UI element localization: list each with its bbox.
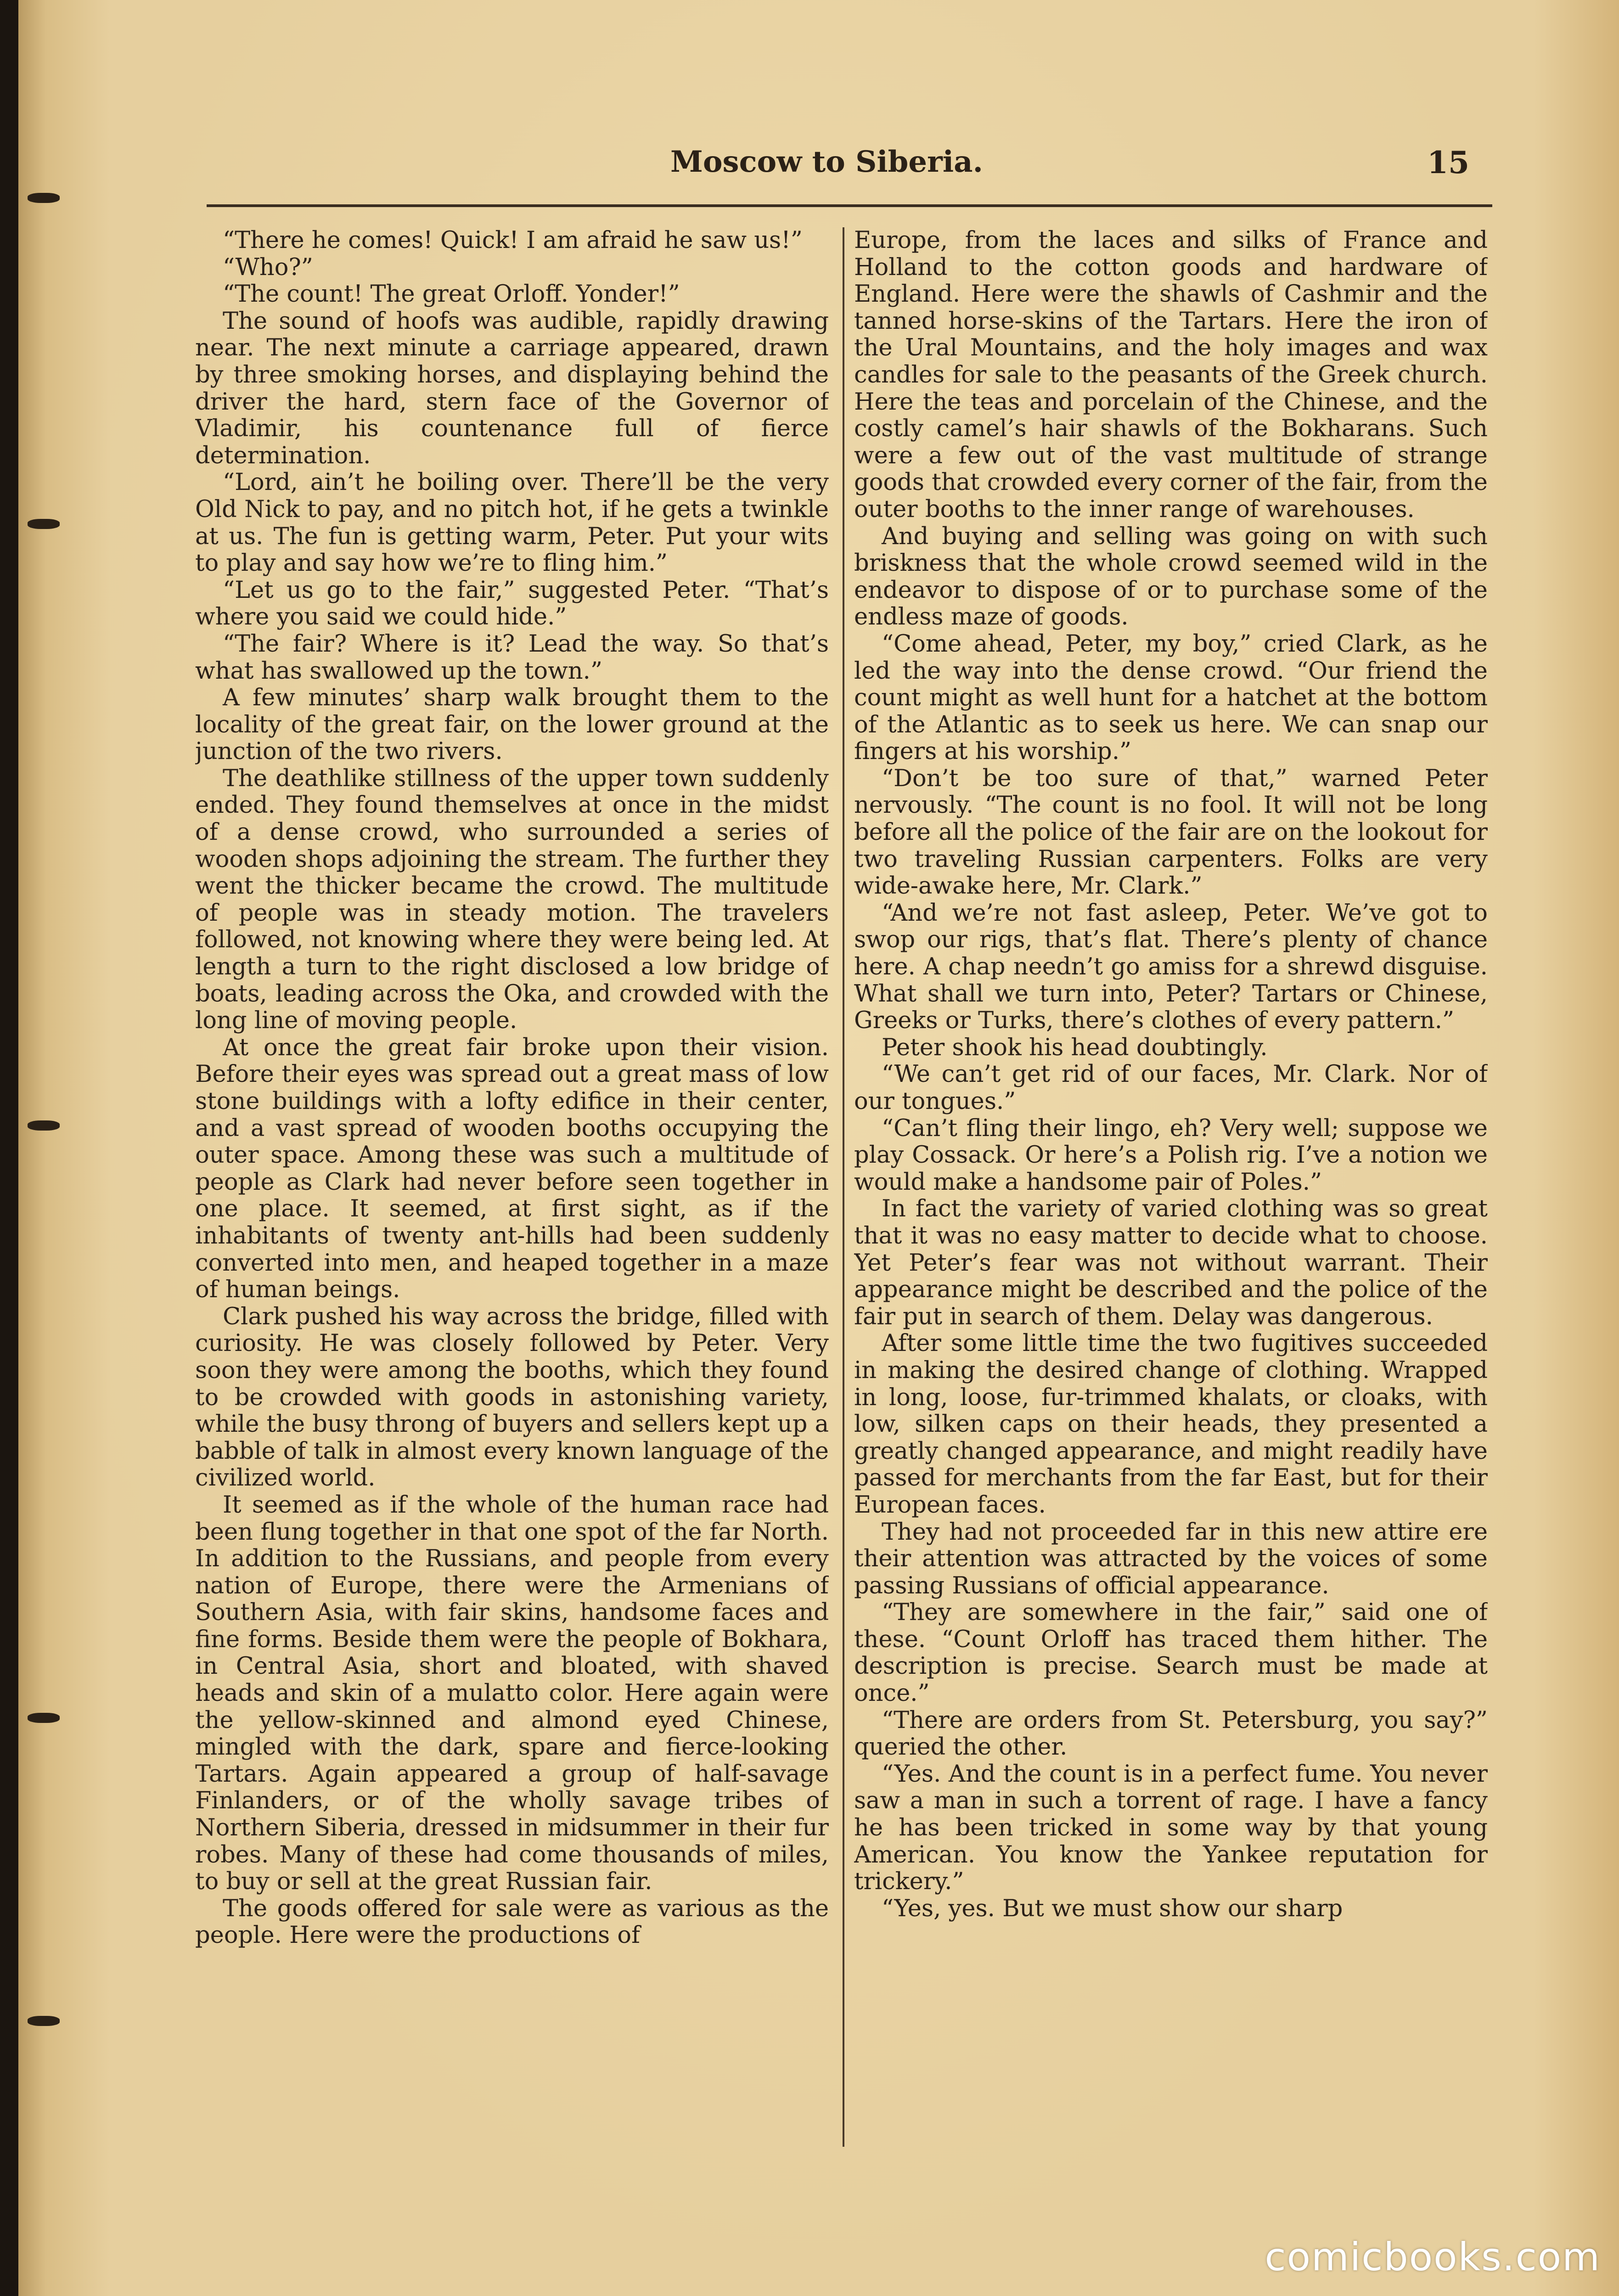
paragraph: “Don’t be too sure of that,” warned Peter nervously. “The count is no fool. It will not be long before all the police of the fair are on the lookout for two traveling Russian carpenters. Folks are very wide-awake here, Mr. Clark.”: [854, 765, 1488, 900]
paragraph: “We can’t get rid of our faces, Mr. Clark. Nor of our tongues.”: [854, 1061, 1488, 1115]
header-rule: [207, 204, 1492, 207]
paragraph: “Who?”: [223, 253, 313, 281]
paragraph: Peter shook his head doubtingly.: [882, 1034, 1268, 1061]
paragraph: The sound of hoofs was audible, rapidly drawing near. The next minute a carriage appeared, drawn by three smoking horses, and displaying behind the driver the hard, stern face of the Governor of Vladimir, his countenance full of fierce determination.: [195, 307, 829, 469]
page-number: 15: [1427, 145, 1469, 180]
binding-hole: [28, 2016, 60, 2026]
paragraph: “Come ahead, Peter, my boy,” cried Clark, as he led the way into the dense crowd. “Our friend the count might as well hunt for a hatchet at the bottom of the Atlantic as to seek us here. We can snap our fingers at his worship.”: [854, 630, 1488, 765]
left-column: [195, 227, 829, 2174]
paragraph: And buying and selling was going on with such briskness that the whole crowd seemed wild in the endeavor to dispose of or to purchase some of the endless maze of goods.: [854, 523, 1488, 631]
page-header: [184, 145, 1469, 195]
paragraph: “Yes. And the count is in a perfect fume. You never saw a man in such a torrent of rage. I have a fancy he has been tricked in some way by that young American. You know the Yankee reputation for trickery.”: [854, 1760, 1488, 1896]
paragraph: “And we’re not fast asleep, Peter. We’ve got to swop our rigs, that’s flat. There’s plenty of chance here. A chap needn’t go amiss for a shrewd disguise. What shall we turn into, Peter? Tartars or Chinese, Greeks or Turks, there’s clothes of every pattern.”: [854, 899, 1488, 1035]
column-divider: [843, 227, 844, 2147]
paragraph: “Lord, ain’t he boiling over. There’ll be the very Old Nick to pay, and no pitch hot, if he gets a twinkle at us. The fun is getting warm, Peter. Put your wits to play and say how we’re to fling him.”: [195, 469, 829, 577]
binding-hole: [28, 193, 60, 203]
paragraph: “There he comes! Quick! I am afraid he saw us!”: [223, 227, 803, 254]
paragraph: “Can’t fling their lingo, eh? Very well; suppose we play Cossack. Or here’s a Polish rig. I’ve a notion we would make a handsome pair of Poles.”: [854, 1114, 1488, 1196]
right-column: [854, 227, 1488, 2174]
paragraph: They had not proceeded far in this new attire ere their attention was attracted by the voices of some passing Russians of official appearance.: [854, 1518, 1488, 1599]
binding-hole: [28, 519, 60, 529]
paragraph: In fact the variety of varied clothing was so great that it was no easy matter to decide what to choose. Yet Peter’s fear was not without warrant. Their appearance might be described and the police of the fair put in search of them. Delay was dangerous.: [854, 1195, 1488, 1330]
paragraph: The goods offered for sale were as various as the people. Here were the productions of: [195, 1895, 829, 1949]
binding-hole: [28, 1120, 60, 1131]
paragraph: After some little time the two fugitives succeeded in making the desired change of clothing. Wrapped in long, loose, fur-trimmed khalats, or cloaks, with low, silken caps on their heads, they presented a greatly changed appearance, and might readily have passed for merchants from the far East, but for their European faces.: [854, 1330, 1488, 1519]
watermark: comicbooks.com: [1265, 2234, 1601, 2279]
paragraph: A few minutes’ sharp walk brought them to the locality of the great fair, on the lower ground at the junction of the two rivers.: [195, 684, 829, 765]
paragraph: Europe, from the laces and silks of France and Holland to the cotton goods and hardware of England. Here were the shawls of Cashmir and the tanned horse-skins of the Tartars. Here the iron of the Ural Mountains, and the holy images and wax candles for sale to the peasants of the Greek church. Here the teas and porcelain of the Chinese, and the costly camel’s hair shawls of the Bokharans. Such were a few out of the vast multitude of strange goods that crowded every corner of the fair, from the outer booths to the inner range of warehouses.: [854, 227, 1488, 523]
binding-hole: [28, 1713, 60, 1723]
paragraph: The deathlike stillness of the upper town suddenly ended. They found themselves at once in the midst of a dense crowd, who surrounded a series of wooden shops adjoining the stream. The further they went the thicker became the crowd. The multitude of people was in steady motion. The travelers followed, not knowing where they were being led. At length a turn to the right disclosed a low bridge of boats, leading across the Oka, and crowded with the long line of moving people.: [195, 765, 829, 1035]
paragraph: “Let us go to the fair,” suggested Peter. “That’s where you said we could hide.”: [195, 576, 829, 631]
paragraph: “Yes, yes. But we must show our sharp: [882, 1895, 1343, 1922]
paragraph: “There are orders from St. Petersburg, you say?” queried the other.: [854, 1706, 1488, 1761]
paragraph: Clark pushed his way across the bridge, filled with curiosity. He was closely followed by Peter. Very soon they were among the booths, which they found to be crowded with goods in astonishing variety, while the busy throng of buyers and sellers kept up a babble of talk in almost every known language of the civilized world.: [195, 1303, 829, 1492]
paragraph: “The count! The great Orloff. Yonder!”: [223, 281, 680, 308]
paragraph: At once the great fair broke upon their vision. Before their eyes was spread out a great mass of low stone buildings with a lofty edifice in their center, and a vast spread of wooden booths occupying the outer space. Among these was such a multitude of people as Clark had never before seen together in one place. It seemed, at first sight, as if the inhabitants of twenty ant-hills had been suddenly converted into men, and heaped together in a maze of human beings.: [195, 1034, 829, 1304]
paragraph: “They are somewhere in the fair,” said one of these. “Count Orloff has traced them hither. The description is precise. Search must be made at once.”: [854, 1599, 1488, 1707]
running-title: Moscow to Siberia.: [670, 145, 983, 179]
paragraph: “The fair? Where is it? Lead the way. So that’s what has swallowed up the town.”: [195, 630, 829, 685]
paragraph: It seemed as if the whole of the human race had been flung together in that one spot of the far North. In addition to the Russians, and people from every nation of Europe, there were the Armenians of Southern Asia, with fair skins, handsome faces and fine forms. Beside them were the people of Bokhara, in Central Asia, short and bloated, with shaved heads and skin of a mulatto color. Here again were the yellow-skinned and almond eyed Chinese, mingled with the dark, spare and fierce-looking Tartars. Again appeared a group of half-savage Finlanders, or of the wholly savage tribes of Northern Siberia, dressed in midsummer in their fur robes. Many of these had come thousands of miles, to buy or sell at the great Russian fair.: [195, 1491, 829, 1896]
